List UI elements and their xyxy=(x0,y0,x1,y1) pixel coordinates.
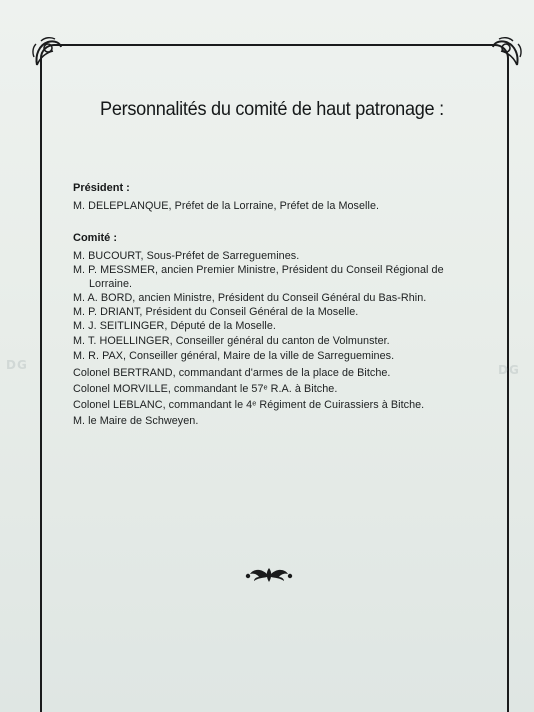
comite-line: M. A. BORD, ancien Ministre, Président du Conseil Général du Bas-Rhin. xyxy=(73,292,427,304)
comite-line: Colonel BERTRAND, commandant d'armes de la place de Bitche. xyxy=(73,367,391,379)
comite-line: M. R. PAX, Conseiller général, Maire de la ville de Sarreguemines. xyxy=(73,350,395,362)
comite-line: Colonel LEBLANC, commandant le 4ᵉ Régiment de Cuirassiers à Bitche. xyxy=(73,399,425,411)
corner-flourish-right-icon xyxy=(489,35,523,69)
comite-heading: Comité : xyxy=(73,232,117,244)
fleuron-ornament-icon xyxy=(243,564,295,586)
watermark-left: DG xyxy=(6,358,28,372)
comite-line: Colonel MORVILLE, commandant le 57ᵉ R.A. à Bitche. xyxy=(73,383,338,395)
comite-line: M. P. DRIANT, Président du Conseil Général de la Moselle. xyxy=(73,306,359,318)
comite-line: M. P. MESSMER, ancien Premier Ministre, Président du Conseil Régional de xyxy=(73,264,444,276)
comite-line-continuation: Lorraine. xyxy=(89,278,133,290)
corner-flourish-left-icon xyxy=(31,35,65,69)
comite-line: M. BUCOURT, Sous-Préfet de Sarreguemines. xyxy=(73,250,300,262)
comite-line: M. J. SEITLINGER, Député de la Moselle. xyxy=(73,320,276,332)
comite-line: M. T. HOELLINGER, Conseiller général du canton de Volmunster. xyxy=(73,335,390,347)
president-line: M. DELEPLANQUE, Préfet de la Lorraine, Préfet de la Moselle. xyxy=(73,200,380,212)
comite-line: M. le Maire de Schweyen. xyxy=(73,415,199,427)
watermark-right: DG xyxy=(498,363,520,377)
page-title: Personnalités du comité de haut patronage : xyxy=(100,98,444,120)
president-heading: Président : xyxy=(73,182,130,194)
